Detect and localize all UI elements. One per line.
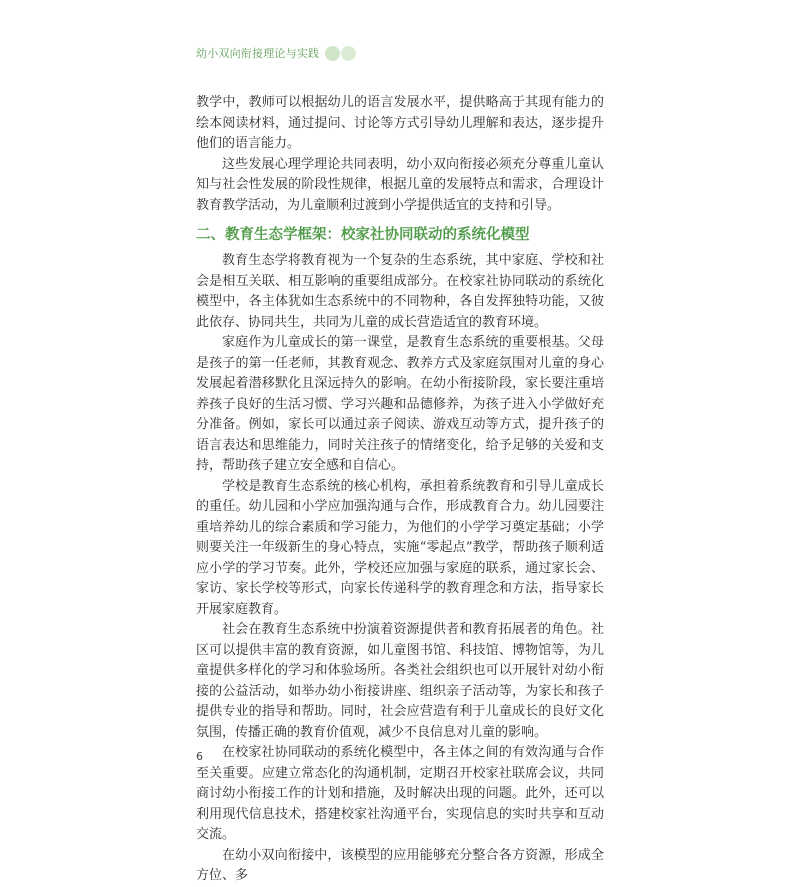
page-number: 6 [196, 750, 203, 763]
header-decoration [324, 46, 356, 61]
body-paragraph: 学校是教育生态系统的核心机构，承担着系统教育和引导儿童成长的重任。幼儿园和小学应加强沟通与合作，形成教育合力。幼儿园要注重培养幼儿的综合素质和学习能力，为他们的小学学习奠定基础；小学则要关注一年级新生的身心特点，实施“零起点”教学，帮助孩子顺利适应小学的学习节奏。此外，学校还应加强与家庭的联系，通过家长会、家访、家长学校等形式，向家长传递科学的教育理念和方法，指导家长开展家庭教育。 [196, 478, 604, 617]
decorative-circle-icon [325, 46, 340, 61]
body-paragraph: 教育生态学将教育视为一个复杂的生态系统，其中家庭、学校和社会是相互关联、相互影响的重要组成部分。在校家社协同联动的系统化模型中，各主体犹如生态系统中的不同物种，各自发挥独特功能，又彼此依存、协同共生，共同为儿童的成长营造适宜的教育环境。 [196, 253, 604, 330]
body-paragraph: 在校家社协同联动的系统化模型中，各主体之间的有效沟通与合作至关重要。应建立常态化的沟通机制，定期召开校家社联席会议，共同商讨幼小衔接工作的计划和措施，及时解决出现的问题。此外，还可以利用现代信息技术，搭建校家社沟通平台，实现信息的实时共享和互动交流。 [196, 745, 604, 842]
decorative-circle-icon [341, 46, 356, 61]
body-paragraph: 家庭作为儿童成长的第一课堂，是教育生态系统的重要根基。父母是孩子的第一任老师，其教育观念、教养方式及家庭氛围对儿童的身心发展起着潜移默化且深远持久的影响。在幼小衔接阶段，家长要注重培养孩子良好的生活习惯、学习兴趣和品德修养，为孩子进入小学做好充分准备。例如，家长可以通过亲子阅读、游戏互动等方式，提升孩子的语言表达和思维能力，同时关注孩子的情绪变化，给予足够的关爱和支持，帮助孩子建立安全感和自信心。 [196, 335, 604, 473]
body-paragraph: 在幼小双向衔接中，该模型的应用能够充分整合各方资源，形成全方位、多 [196, 847, 604, 883]
running-header-title: 幼小双向衔接理论与实践 [196, 47, 320, 60]
body-paragraph: 教学中，教师可以根据幼儿的语言发展水平，提供略高于其现有能力的绘本阅读材料，通过提问、讨论等方式引导幼儿理解和表达，逐步提升他们的语言能力。 [196, 95, 604, 151]
running-header [196, 43, 356, 63]
body-paragraph: 社会在教育生态系统中扮演着资源提供者和教育拓展者的角色。社区可以提供丰富的教育资源，如儿童图书馆、科技馆、博物馆等，为儿童提供多样化的学习和体验场所。各类社会组织也可以开展针对幼小衔接的公益活动，如举办幼小衔接讲座、组织亲子活动等，为家长和孩子提供专业的指导和帮助。同时，社会应营造有利于儿童成长的良好文化氛围，传播正确的教育价值观，减少不良信息对儿童的影响。 [196, 622, 604, 740]
section-heading: 二、教育生态学框架：校家社协同联动的系统化模型 [196, 227, 530, 243]
page-body [196, 93, 604, 887]
body-paragraph: 这些发展心理学理论共同表明，幼小双向衔接必须充分尊重儿童认知与社会性发展的阶段性规律，根据儿童的发展特点和需求，合理设计教育教学活动，为儿童顺利过渡到小学提供适宜的支持和引导。 [196, 156, 604, 213]
